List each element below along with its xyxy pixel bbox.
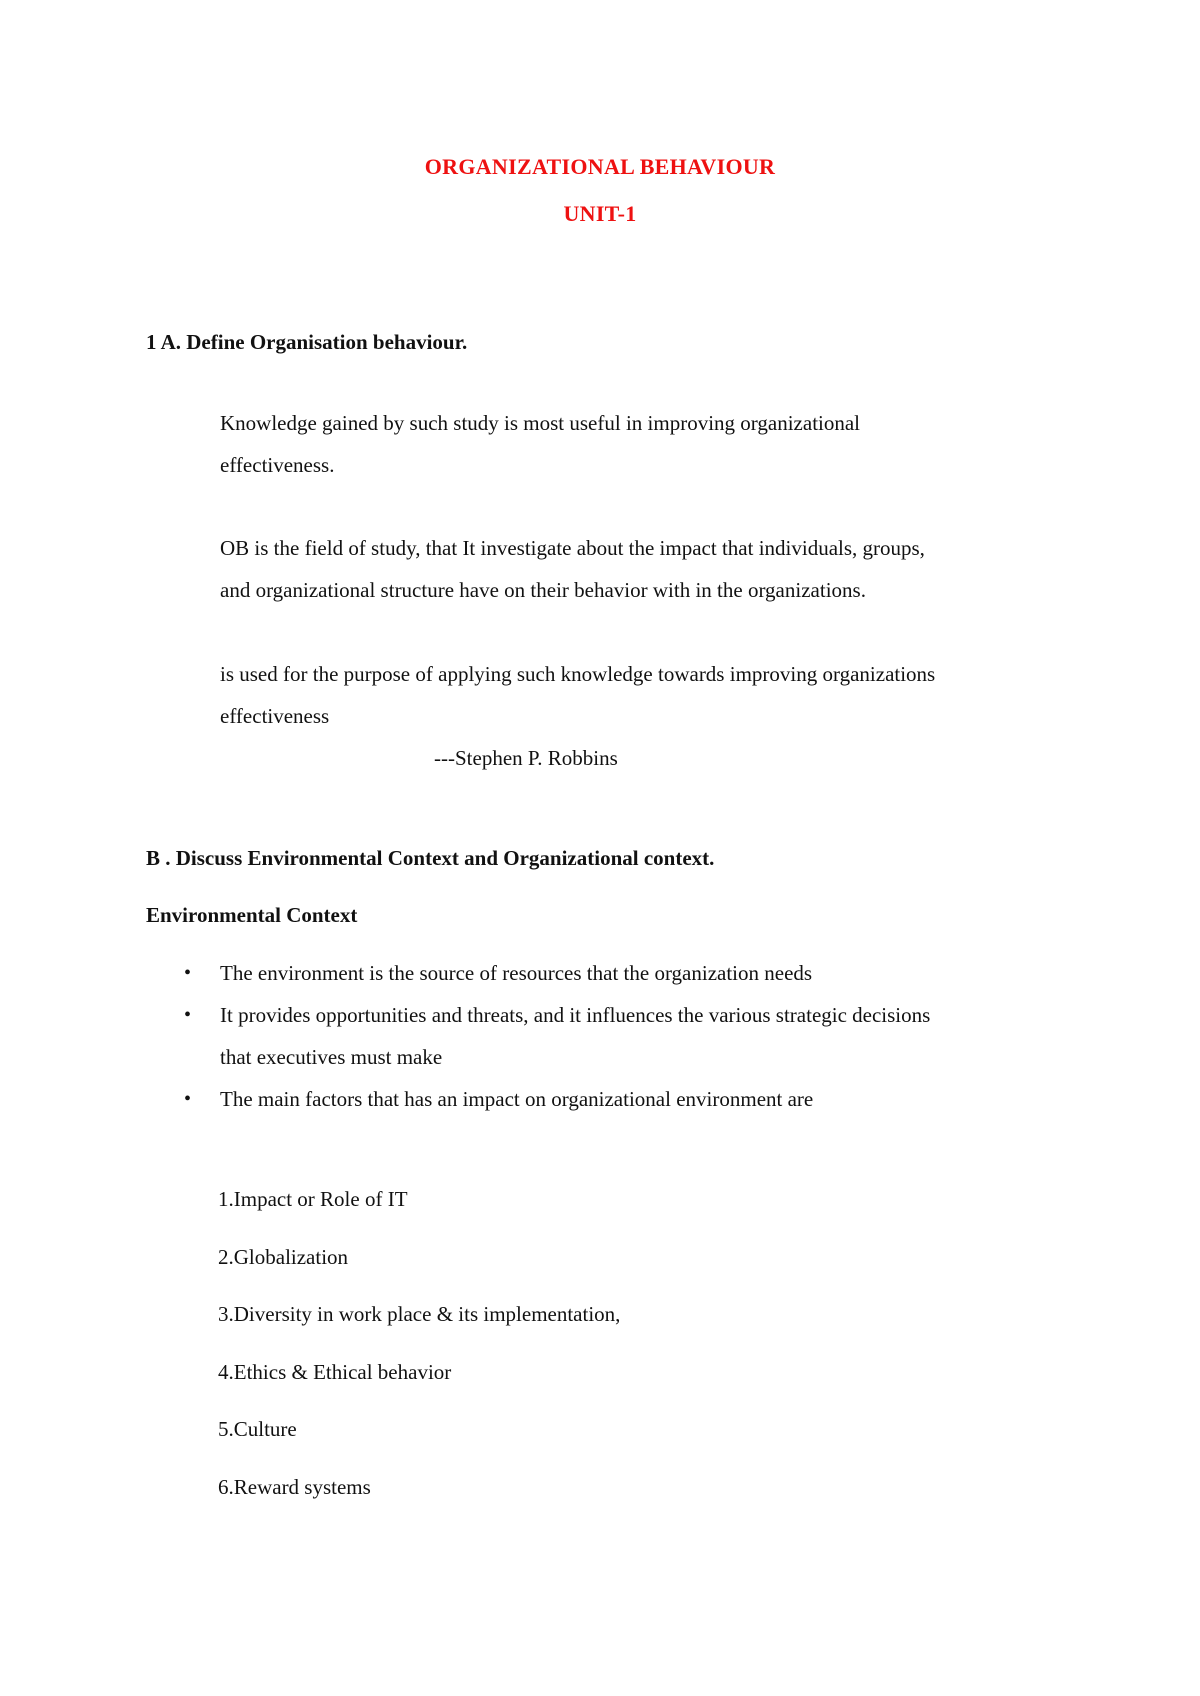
bullet-marker: • bbox=[184, 1004, 192, 1026]
factor-list-item: 6.Reward systems bbox=[218, 1475, 371, 1499]
document-title: ORGANIZATIONAL BEHAVIOUR bbox=[424, 154, 776, 179]
definition-paragraph-2-line-1: OB is the field of study, that It investigate about the impact that individuals, groups, bbox=[220, 536, 925, 560]
bullet-marker: • bbox=[184, 1088, 192, 1110]
definition-paragraph-1-line-1: Knowledge gained by such study is most useful in improving organizational bbox=[220, 411, 861, 435]
question-2-heading: B . Discuss Environmental Context and Organizational context. bbox=[146, 846, 715, 870]
factor-list-item: 3.Diversity in work place & its implementation, bbox=[218, 1302, 621, 1326]
bullet-item-2-line-2: that executives must make bbox=[220, 1045, 443, 1069]
definition-paragraph-1-line-2: effectiveness. bbox=[220, 453, 335, 477]
bullet-item-2-line-1: It provides opportunities and threats, and it influences the various strategic decisions bbox=[220, 1003, 931, 1027]
definition-paragraph-3-line-2: effectiveness bbox=[220, 704, 330, 728]
factor-list-item: 2.Globalization bbox=[218, 1245, 349, 1269]
bullet-marker: • bbox=[184, 962, 192, 984]
factor-list-item: 5.Culture bbox=[218, 1417, 297, 1441]
question-1-heading: 1 A. Define Organisation behaviour. bbox=[146, 330, 468, 354]
unit-label: UNIT-1 bbox=[563, 201, 637, 226]
factor-list-item: 1.Impact or Role of IT bbox=[218, 1187, 408, 1211]
environmental-context-subheading: Environmental Context bbox=[146, 903, 358, 927]
definition-paragraph-3-line-1: is used for the purpose of applying such knowledge towards improving organizations bbox=[220, 662, 936, 686]
bullet-item-3: The main factors that has an impact on organizational environment are bbox=[220, 1087, 814, 1111]
factor-list-item: 4.Ethics & Ethical behavior bbox=[218, 1360, 452, 1384]
bullet-item-1: The environment is the source of resources that the organization needs bbox=[220, 961, 813, 985]
quote-attribution: ---Stephen P. Robbins bbox=[434, 746, 618, 770]
definition-paragraph-2-line-2: and organizational structure have on their behavior with in the organizations. bbox=[220, 578, 866, 602]
